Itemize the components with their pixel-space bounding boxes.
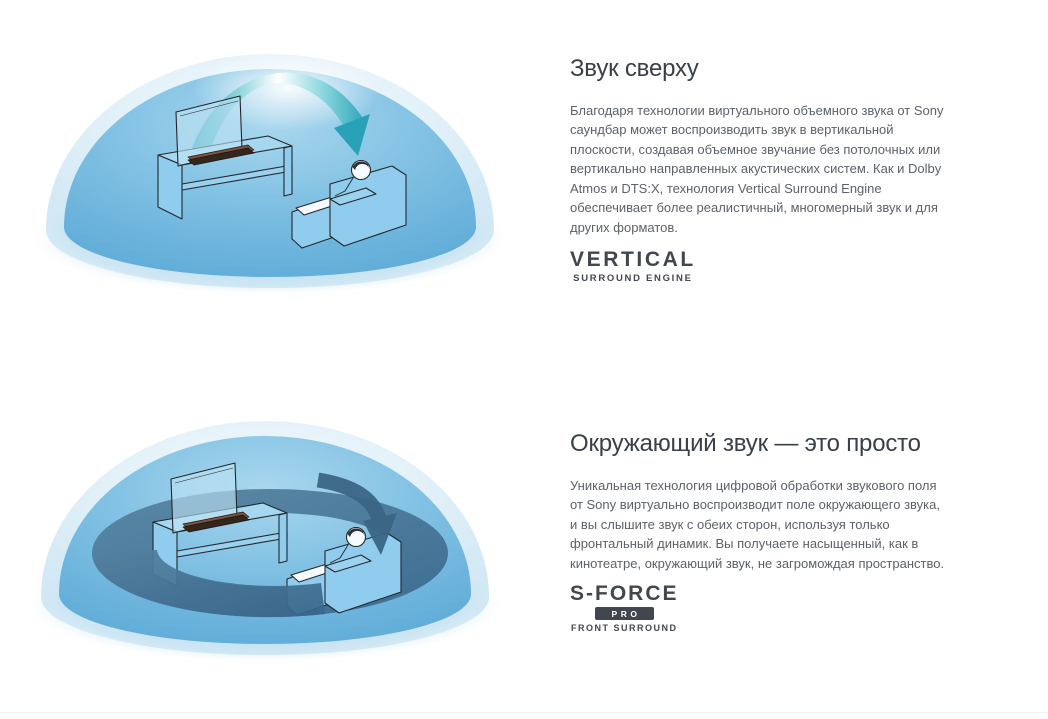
front-surround-illustration <box>25 403 505 668</box>
dome-surround-ring-graphic <box>25 403 505 668</box>
logo-subtitle: FRONT SURROUND <box>571 623 678 634</box>
section-title: Окружающий звук — это просто <box>570 430 921 457</box>
logo-pro-badge: PRO <box>595 607 654 620</box>
next-section-edge <box>0 712 1048 719</box>
logo-wordmark: S-FORCE <box>570 582 679 606</box>
vertical-sound-illustration <box>30 36 510 301</box>
vertical-sound-section <box>570 55 946 284</box>
vertical-surround-engine-logo <box>570 249 696 284</box>
logo-wordmark: VERTICAL <box>570 248 696 272</box>
dome-overhead-arc-graphic <box>30 36 510 301</box>
s-force-pro-front-surround-logo <box>570 583 679 633</box>
logo-subtitle: SURROUND ENGINE <box>573 273 693 285</box>
section-body: Уникальная технология цифровой обработки звукового поля от Sony виртуально воспроизводит поле окружающего звука, и вы слышите звук с обеих сторон, используя только фронтальный динамик. Вы получаете насыщенный, как в кинотеатре, окружающий звук, не загромождая пространство. <box>570 477 945 571</box>
section-title: Звук сверху <box>570 55 699 82</box>
section-body: Благодаря технологии виртуального объемного звука от Sony саундбар может воспроизводить звук в вертикальной плоскости, создавая объемное звучание без потолочных или вертикально направленных акустических систем. Как и Dolby Atmos и DTS:X, технология Vertical Surround Engine обеспечивает более реалистичный, многомерный звук и для других форматов. <box>570 102 944 235</box>
front-surround-section <box>570 430 946 633</box>
